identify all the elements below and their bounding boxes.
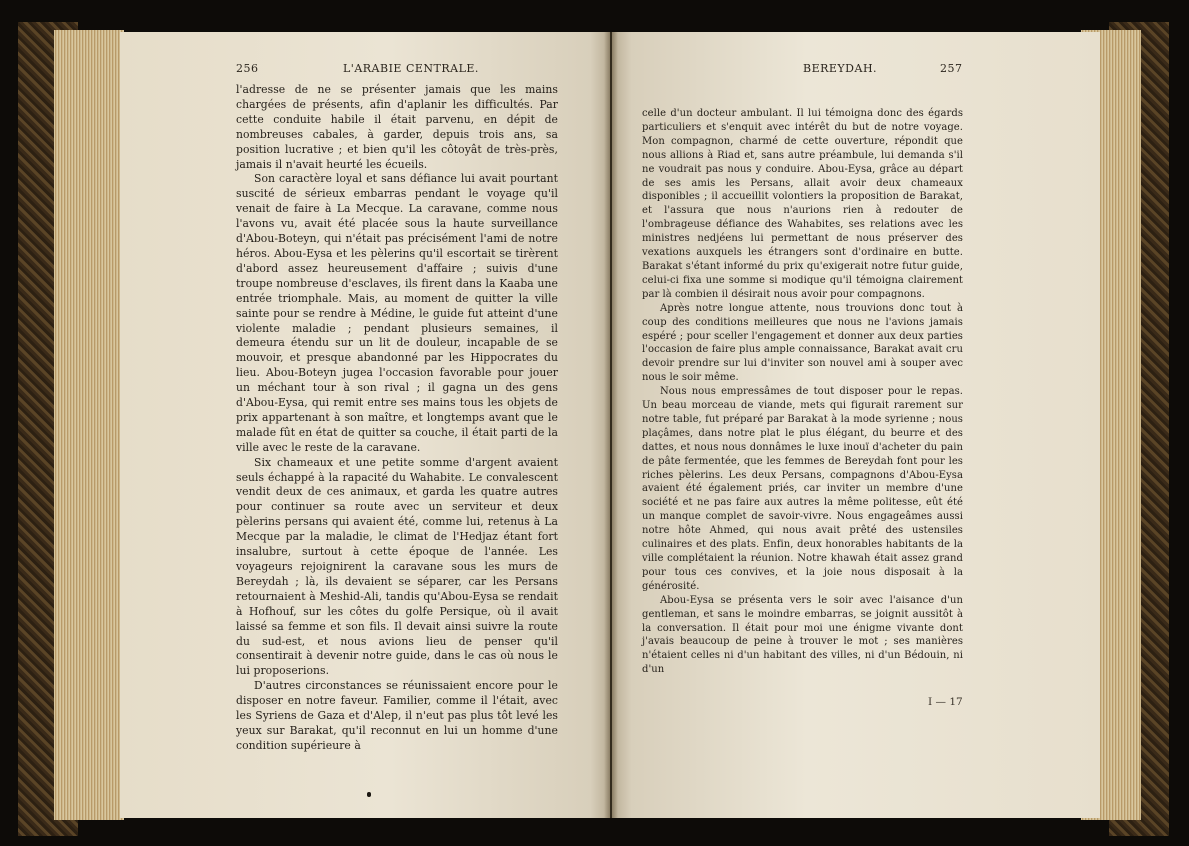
book-gutter <box>604 32 618 818</box>
right-page-number: 257 <box>940 62 963 75</box>
left-page-edges <box>54 30 124 820</box>
signature-mark: I — 17 <box>928 696 963 708</box>
right-running-head: BEREYDAH. <box>803 62 878 75</box>
left-running-head: L'ARABIE CENTRALE. <box>343 62 479 75</box>
paragraph: Abou-Eysa se présenta vers le soir avec l'aisance d'un gentleman, et sans le moindre embarras, se joignit aussitôt à la conversation. Il était pour moi une énigme vivante dont j'avais beaucoup de peine à trouver le mot ; ses manières n'étaient celles ni d'un habitant des villes, ni d'un Bédouin, ni d'un <box>642 594 963 676</box>
right-page-body <box>642 107 963 677</box>
paragraph: Son caractère loyal et sans défiance lui avait pourtant suscité de sérieux embarras pendant le voyage qu'il venait de faire à La Mecque. La caravane, comme nous l'avons vu, avait été placée sous la haute surveillance d'Abou-Boteyn, qui n'était pas précisément l'ami de notre héros. Abou-Eysa et les pèlerins qu'il escortait se tirèrent d'abord assez heureusement d'affaire ; suivis d'une troupe nombreuse d'esclaves, ils firent dans la Kaaba une entrée triomphale. Mais, au moment de quitter la ville sainte pour se rendre à Médine, le guide fut atteint d'une violente maladie ; pendant plusieurs semaines, il demeura étendu sur un lit de douleur, incapable de se mouvoir, et presque abandonné par les Hippocrates du lieu. Abou-Boteyn jugea l'occasion favorable pour jouer un méchant tour à son rival ; il gagna un des gens d'Abou-Eysa, qui remit entre ses mains tous les objets de prix appartenant à son maître, et longtemps avant que le malade fût en état de quitter sa couche, il était parti de la ville avec le reste de la caravane. <box>236 172 558 454</box>
left-page-body <box>236 83 558 754</box>
paragraph: celle d'un docteur ambulant. Il lui témoigna donc des égards particuliers et s'enquit avec intérêt du but de notre voyage. Mon compagnon, charmé de cette ouverture, répondit que nous allions à Riad et, sans autre préambule, lui demanda s'il ne voudrait pas nous y conduire. Abou-Eysa, grâce au départ de ses amis les Persans, allait avoir deux chameaux disponibles ; il accueillit volontiers la proposition de Barakat, et l'assura que nous n'aurions rien à redouter de l'ombrageuse défiance des Wahabites, ses relations avec les ministres nedjéens lui permettant de nous préserver des vexations auxquels les étrangers sont d'ordinaire en butte. Barakat s'étant informé du prix qu'exigerait notre futur guide, celui-ci fixa une somme si modique qu'il témoigna clairement par là combien il désirait nous avoir pour compagnons. <box>642 108 963 300</box>
left-page-number: 256 <box>236 62 259 75</box>
ink-spot <box>367 792 371 797</box>
paragraph: Six chameaux et une petite somme d'argent avaient seuls échappé à la rapacité du Wahabite. Le convalescent vendit deux de ces animaux, et garda les quatre autres pour continuer sa route avec un serviteur et deux pèlerins persans qui avaient été, comme lui, retenus à La Mecque par la maladie, le climat de l'Hedjaz étant fort insalubre, surtout à cette époque de l'année. Les voyageurs rejoignirent la caravane sous les murs de Bereydah ; là, ils devaient se séparer, car les Persans retournaient à Meshid-Ali, tandis qu'Abou-Eysa se rendait à Hofhouf, sur les côtes du golfe Persique, où il avait laissé sa femme et son fils. Il devait ainsi suivre la route du sud-est, et nous avions lieu de penser qu'il consentirait à devenir notre guide, dans le cas où nous le lui proposerions. <box>236 455 558 678</box>
paragraph: D'autres circonstances se réunissaient encore pour le disposer en notre faveur. Familier, comme il l'était, avec les Syriens de Gaza et d'Alep, il n'eut pas plus tôt levé les yeux sur Barakat, qu'il reconnut en lui un homme d'une condition supérieure à <box>236 679 558 752</box>
paragraph: l'adresse de ne se présenter jamais que les mains chargées de présents, afin d'aplanir les difficultés. Par cette conduite habile il était parvenu, en dépit de nombreuses cabales, à garder, depuis trois ans, sa position lucrative ; et bien qu'il les côtoyât de très-près, jamais il n'avait heurté les écueils. <box>236 83 558 171</box>
paragraph: Nous nous empressâmes de tout disposer pour le repas. Un beau morceau de viande, mets qui figurait rarement sur notre table, fut préparé par Barakat à la mode syrienne ; nous plaçâmes, dans notre plat le plus élégant, du beurre et des dattes, et nous nous donnâmes le luxe inouï d'acheter du pain de pâte fermentée, que les femmes de Bereydah font pour les riches pèlerins. Les deux Persans, compagnons d'Abou-Eysa avaient été également priés, car inviter un membre d'une société et ne pas faire aux autres la même politesse, eût été un manque complet de savoir-vivre. Nous engageâmes aussi notre hôte Ahmed, qui nous avait prêté des ustensiles culinaires et des plats. Enfin, deux honorables habitants de la ville complétaient la réunion. Notre khawah était assez grand pour tous ces convives, et la joie nous disposait à la générosité. <box>642 386 963 592</box>
paragraph: Après notre longue attente, nous trouvions donc tout à coup des conditions meilleures que nous ne l'avions jamais espéré ; pour sceller l'engagement et donner aux deux parties l'occasion de faire plus ample connaissance, Barakat avait cru devoir prendre sur lui d'inviter son nouvel ami à souper avec nous le soir même. <box>642 302 963 384</box>
